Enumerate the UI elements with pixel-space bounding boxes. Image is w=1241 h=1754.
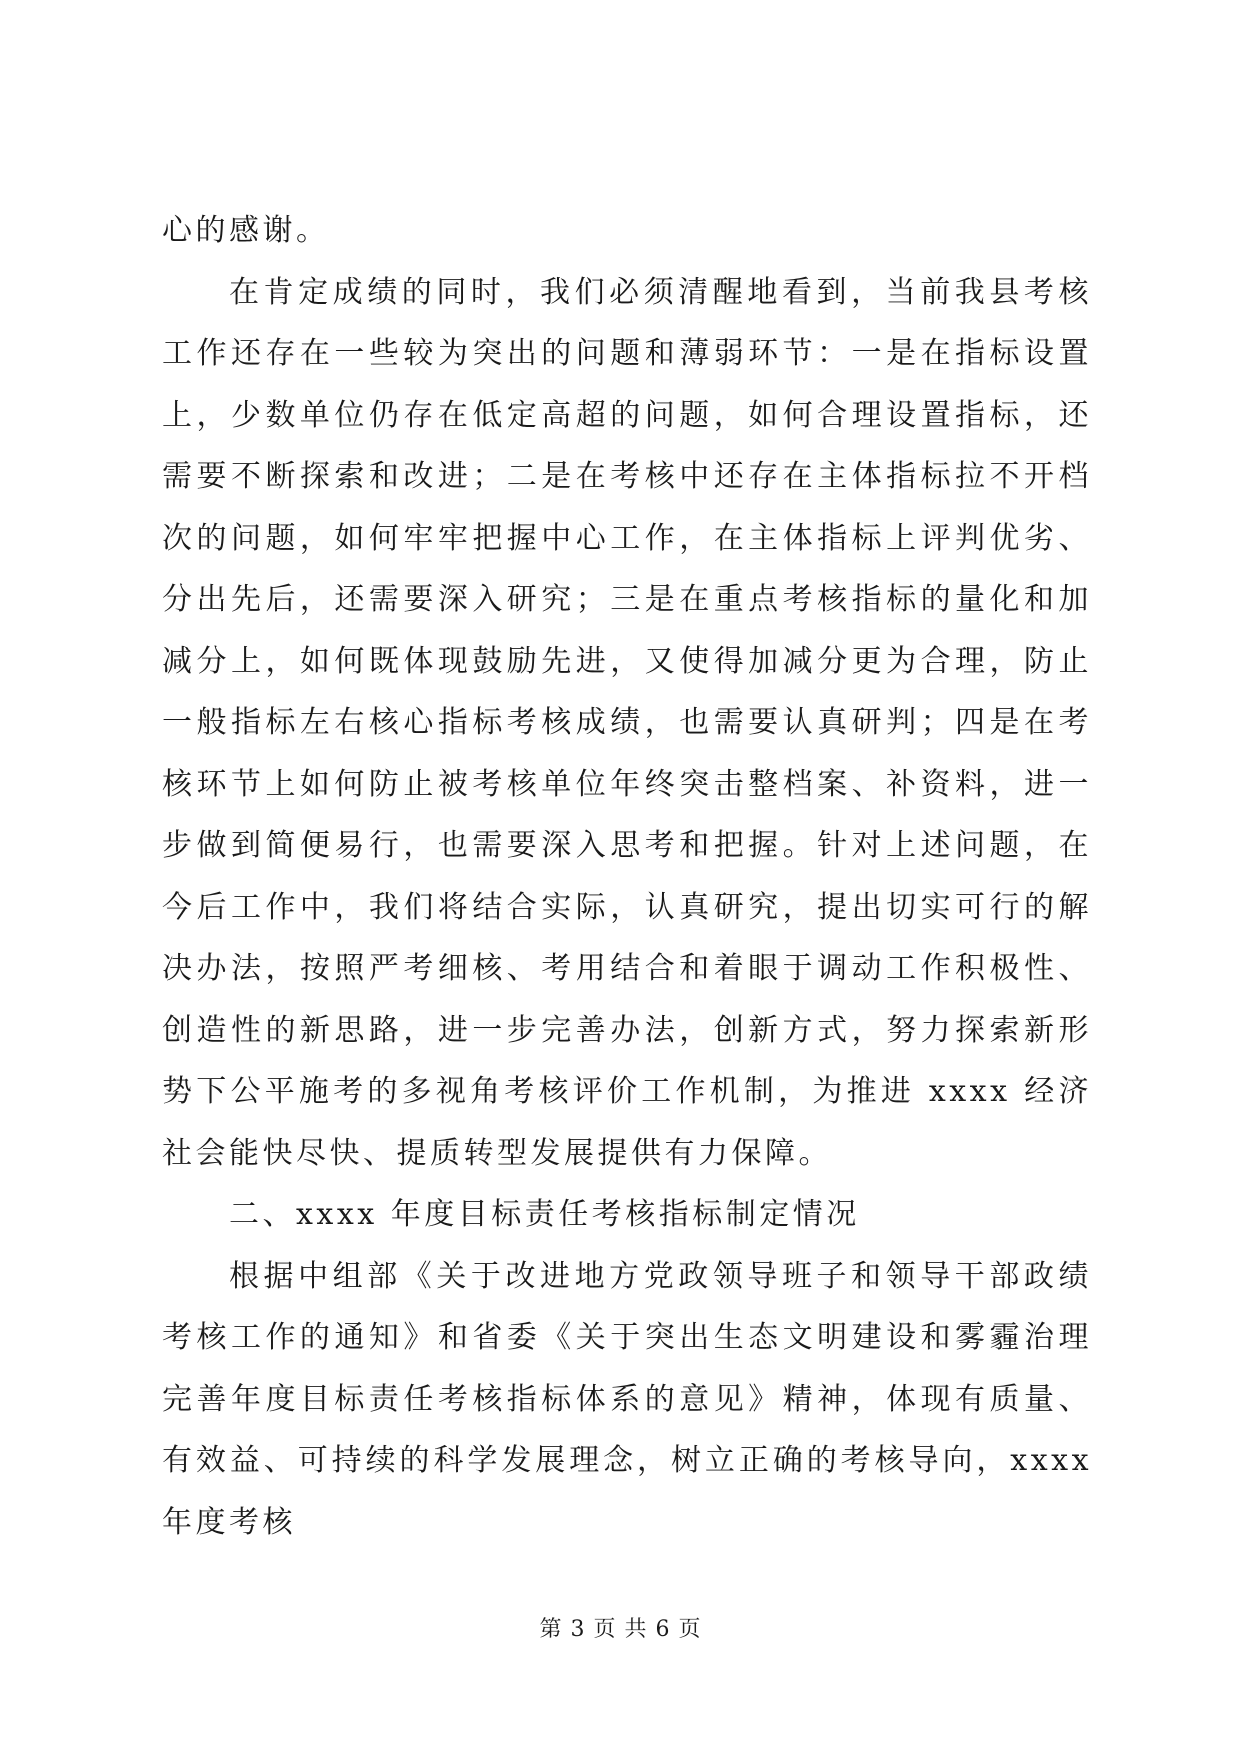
- paragraph-continuation: 心的感谢。: [162, 213, 330, 248]
- page-number-footer: 第 3 页 共 6 页: [539, 1617, 702, 1642]
- paragraph-problems: 在肯定成绩的同时，我们必须清醒地看到，当前我县考核工作还存在一些较为突出的问题和薄弱环节：一是在指标设置上，少数单位仍存在低定高超的问题，如何合理设置指标，还需要不断探索和改进；二是在考核中还存在主体指标拉不开档次的问题，如何牢牢把握中心工作，在主体指标上评判优劣、分出先后，还需要深入研究；三是在重点考核指标的量化和加减分上，如何既体现鼓励先进，又使得加减分更为合理，防止一般指标左右核心指标考核成绩，也需要认真研判；四是在考核环节上如何防止被考核单位年终突击整档案、补资料，进一步做到简便易行，也需要深入思考和把握。针对上述问题，在今后工作中，我们将结合实际，认真研究，提出切实可行的解决办法，按照严考细核、考用结合和着眼于调动工作积极性、创造性的新思路，进一步完善办法，创新方式，努力探索新形势下公平施考的多视角考核评价工作机制，为推进 xxxx 经济社会能快尽快、提质转型发展提供有力保障。: [162, 274, 1092, 1171]
- paragraph-indicators: 根据中组部《关于改进地方党政领导班子和领导干部政绩考核工作的通知》和省委《关于突出生态文明建设和雾霾治理完善年度目标责任考核指标体系的意见》精神，体现有质量、有效益、可持续的科学发展理念，树立正确的考核导向，xxxx 年度考核: [162, 1258, 1092, 1540]
- document-body: [162, 200, 1092, 1553]
- section-heading: 二、xxxx 年度目标责任考核指标制定情况: [229, 1197, 860, 1232]
